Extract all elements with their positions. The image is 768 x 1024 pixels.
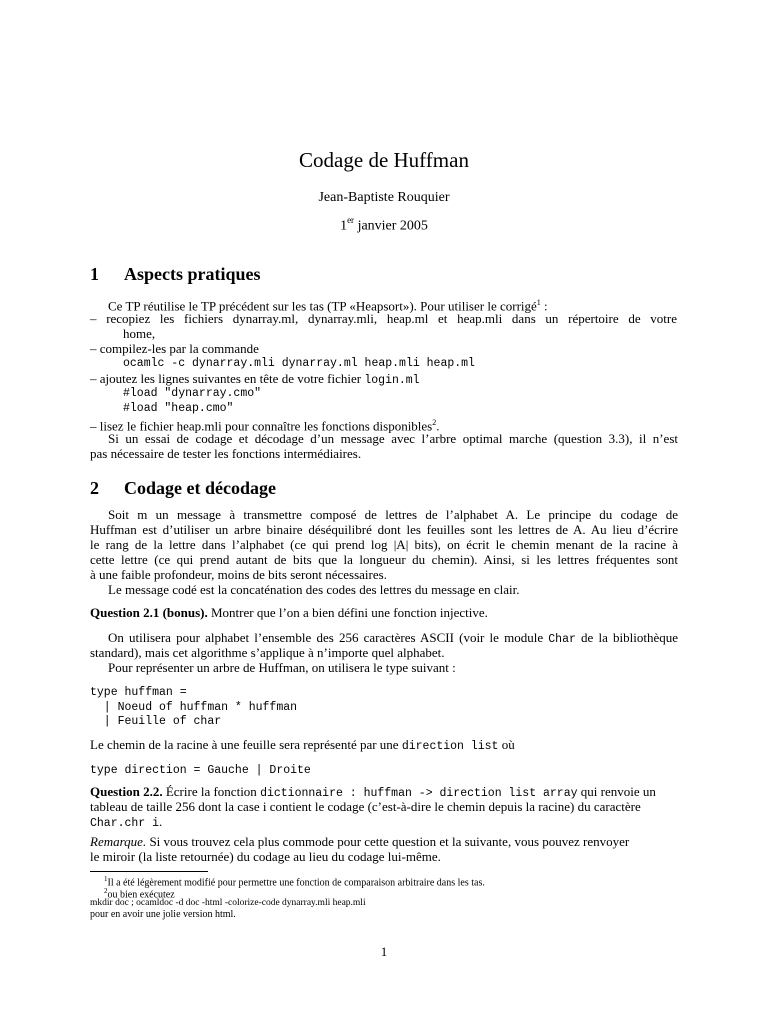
document-title: Codage de Huffman [299, 148, 469, 172]
code-type-huffman-1: type huffman = [90, 686, 187, 699]
footnote-rule [90, 871, 208, 872]
s1-line-10: Si un essai de codage et décodage d’un message avec l’arbre optimal marche (question 3.3), il n’est [108, 431, 678, 446]
s1-code-load-2: #load "heap.cmo" [123, 402, 234, 415]
s2-p2-line-3: Pour représenter un arbre de Huffman, on utilisera le type suivant : [108, 660, 456, 675]
s2-p1-line-4: cette lettre (ce qui prend autant de bits que la longueur du chemin). Ainsi, si les lettres fréquentes sont [90, 552, 678, 567]
question-2-2-line-2: tableau de taille 256 dont la case i contient le codage (c’est-à-dire le chemin depuis la racine) du caractère [90, 799, 641, 814]
remark-line-2: le miroir (la liste retournée) du codage au lieu du codage lui-même. [90, 849, 441, 864]
s1-line-4: – compilez-les par la commande [90, 341, 259, 356]
s1-line-2: – recopiez les fichiers dynarray.ml, dynarray.mli, heap.ml et heap.mli dans un répertoire de votre [90, 311, 677, 326]
date: 1er janvier 2005 [340, 215, 428, 234]
code-type-huffman-3: | Feuille of char [90, 715, 222, 728]
s2-p1-line-6: Le message codé est la concaténation des codes des lettres du message en clair. [108, 582, 520, 597]
s2-p2-line-1: On utilisera pour alphabet l’ensemble des 256 caractères ASCII (voir le module Char de la bibliothèque [108, 630, 678, 646]
author: Jean-Baptiste Rouquier [318, 190, 450, 205]
s2-p1-line-2: Huffman est d’utiliser un arbre binaire déséquilibré dont les feuilles sont les lettres de A. Au lieu d’écrire [90, 522, 678, 537]
s2-p3: Le chemin de la racine à une feuille sera représenté par une direction list où [90, 737, 515, 753]
s1-line-9: – lisez le fichier heap.mli pour connaître les fonctions disponibles$^2$. [90, 418, 440, 434]
code-type-huffman-2: | Noeud of huffman * huffman [90, 701, 298, 714]
remark-line-1: Remarque. Si vous trouvez cela plus commode pour cette question et la suivante, vous pouvez renvoyer [90, 834, 630, 849]
s1-code-load-1: #load "dynarray.cmo" [123, 387, 262, 400]
footnote-2: $^2$ou bien exécutez [104, 887, 175, 901]
footnote-2-end: pour en avoir une jolie version html. [90, 909, 236, 920]
s1-code-compile: ocamlc -c dynarray.mli dynarray.ml heap.mli heap.ml [123, 357, 475, 370]
code-type-direction: type direction = Gauche | Droite [90, 764, 311, 777]
s2-p1-line-5: à une faible profondeur, moins de bits seront nécessaires. [90, 567, 387, 582]
s1-line-3: home, [123, 326, 156, 341]
s1-line-1: Ce TP réutilise le TP précédent sur les tas (TP «Heapsort»). Pour utiliser le corrigé$^1$ : [108, 298, 548, 314]
footnote-2-code: mkdir doc ; ocamldoc -d doc -html -colorize-code dynarray.mli heap.mli [90, 898, 366, 908]
s1-line-11: pas nécessaire de tester les fonctions intermédiaires. [90, 446, 362, 461]
s2-p2-line-2: standard), mais cet algorithme s’applique à n’importe quel alphabet. [90, 645, 445, 660]
question-2-2-line-3: Char.chr i. [90, 814, 163, 830]
question-2-2-line-1: Question 2.2. Écrire la fonction dictionnaire : huffman -> direction list array qui renvoie un [90, 784, 656, 800]
question-2-1: Question 2.1 (bonus). Montrer que l’on a bien défini une fonction injective. [90, 605, 488, 620]
section-2-heading: 2 Codage et décodage [90, 478, 276, 498]
section-1-heading: 1 Aspects pratiques [90, 264, 261, 284]
s2-p1-line-3: le rang de la lettre dans l’alphabet (ce qui prend log |A| bits), on écrit le chemin menant de la racine à [90, 537, 678, 552]
s1-line-6: – ajoutez les lignes suivantes en tête de votre fichier login.ml [90, 371, 420, 387]
page-number: 1 [380, 944, 388, 959]
footnote-1: $^1$Il a été légèrement modifié pour permettre une fonction de comparaison arbitraire dans les tas. [104, 875, 485, 889]
s2-p1-line-1: Soit m un message à transmettre composé de lettres de l’alphabet A. Le principe du codage de [108, 507, 678, 522]
